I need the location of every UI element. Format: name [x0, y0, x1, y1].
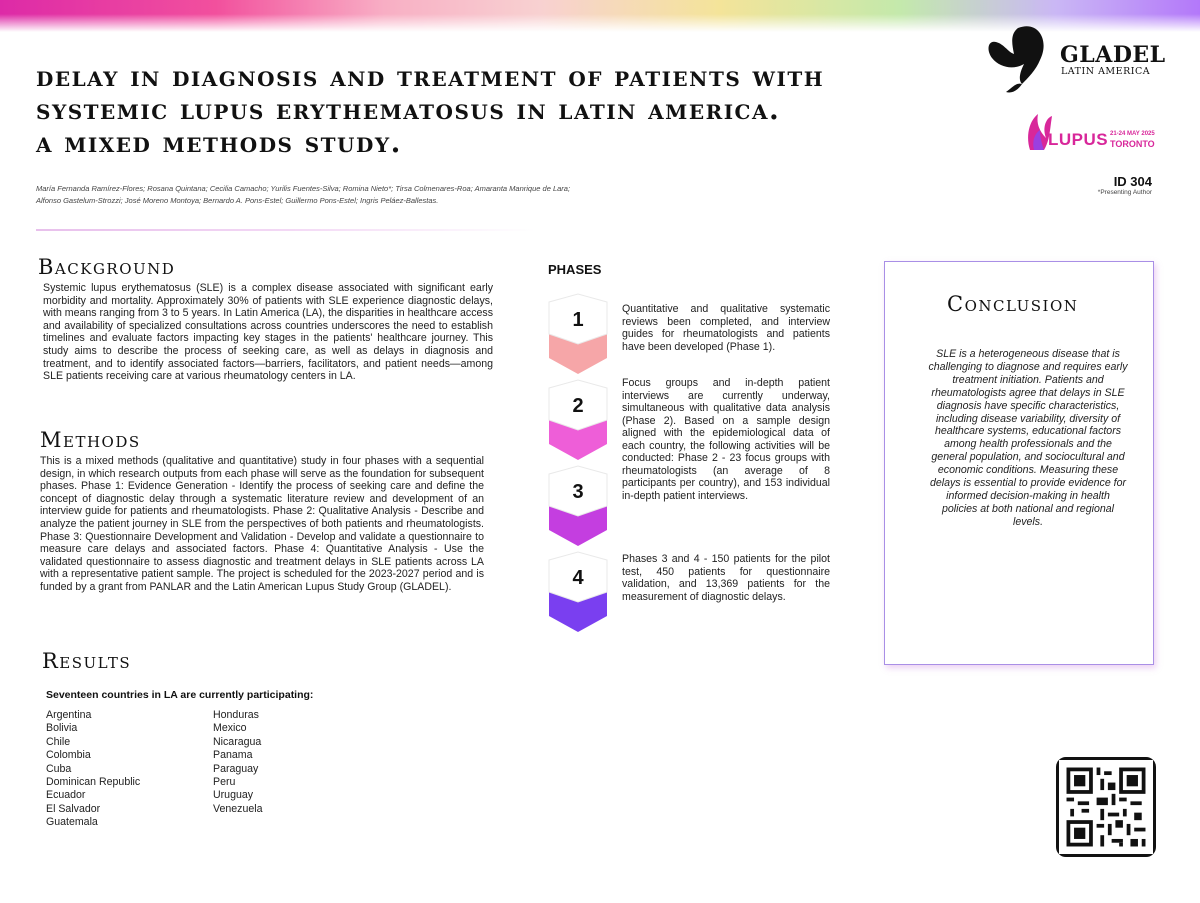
phase-4-text: Phases 3 and 4 - 150 patients for the pilot test, 450 patients for questionnaire validation, and 13,369 patients for the measurement of diagnostic delays.: [622, 553, 830, 603]
country-item: El Salvador: [46, 802, 101, 815]
methods-text: This is a mixed methods (qualitative and quantitative) study in four phases with a sequential design, in which research outputs from each phase will serve as the foundation for subsequent phases. Phase 1: Evidence Generation - Identify the process of seeking care and define the concept of diagnostic delay through a systematic literature review and development of an interview guide for patients and rheumatologists. Phase 2: Qualitative Analysis - Describe and analyze the patient journey in SLE from the perspectives of both patients and rheumatologists. Phase 3: Questionnaire Development and Validation - Develop and validate a questionnaire to measure care delays and associated factors. Phase 4: Quantitative Analysis - Use the validated questionnaire to assess diagnostic and treatment delays in SLE patients across LA with a representative patient sample. The project is scheduled for the 2023-2027 period and is funded by a grant from PANLAR and the Latin American Lupus Study Group (GLADEL).: [40, 455, 484, 593]
poster-id: ID 304: [1113, 174, 1152, 189]
results-intro: Seventeen countries in LA are currently participating:: [46, 689, 314, 701]
phase-3-badge: [547, 464, 609, 548]
phase-2-badge: [547, 378, 609, 462]
country-item: Chile: [46, 735, 71, 748]
lupus-wordmark: LUPUS: [1048, 130, 1109, 149]
phase-number: 2: [572, 395, 584, 417]
country-item: Mexico: [213, 722, 247, 735]
phase-number: 4: [572, 567, 584, 589]
author-list: [36, 183, 936, 207]
country-item: Honduras: [213, 709, 259, 721]
country-item: Argentina: [46, 709, 92, 721]
title-line-1: delay in diagnosis and treatment of patients with: [36, 60, 825, 93]
presenting-author-note: *Presenting Author: [1097, 189, 1152, 196]
gladel-name: GLADEL: [1060, 42, 1166, 68]
country-item: Dominican Republic: [46, 776, 141, 789]
poster-id-block: [1098, 174, 1152, 196]
country-item: Nicaragua: [213, 735, 262, 748]
country-item: Bolivia: [46, 722, 78, 735]
country-item: Guatemala: [46, 816, 98, 829]
header-divider: [36, 229, 536, 231]
country-item: Peru: [213, 776, 236, 789]
phase-2-text: Focus groups and in-depth patient interviews are currently underway, simultaneous with qualitative data analysis (Phase 2). Based on a sample design aligned with the epidemiological data of each country, the following activities will be conducted: Phase 2 - 23 focus groups with rheumatologists (an average of 8 participants per country), and 153 individual in-depth patient interviews.: [622, 377, 830, 502]
country-item: Panama: [213, 749, 253, 762]
conclusion-heading: Conclusion: [947, 292, 1079, 316]
phase-1-badge: [547, 292, 609, 376]
title-line-3: a mixed methods study.: [36, 126, 402, 159]
poster-title: [36, 60, 966, 159]
qr-code-icon: [1059, 760, 1153, 854]
phase-4-badge: [547, 550, 609, 634]
background-heading: Background: [38, 255, 176, 279]
gladel-subtitle: LATIN AMERICA: [1061, 66, 1151, 77]
phase-number: 1: [572, 309, 584, 331]
country-item: Paraguay: [213, 762, 259, 775]
lupus-city: TORONTO: [1110, 139, 1155, 149]
authors-line-2: Alfonso Gastelum-Strozzi; José Moreno Montoya; Bernardo A. Pons-Estel; Guillermo Pons-Estel; Ingris Peláez-Ballestas.: [36, 196, 439, 205]
methods-heading: Methods: [40, 428, 141, 452]
phase-number: 3: [572, 481, 584, 503]
lupus-dates: 21-24 MAY 2025: [1110, 131, 1155, 137]
background-text: Systemic lupus erythematosus (SLE) is a complex disease associated with significant early morbidity and mortality. Approximately 30% of patients with SLE experience diagnostic delays, with means ranging from 3 to 5 years. In Latin America (LA), the disparities in healthcare access and availability of specialized consultations across countries underscores the need to establish timelines and evaluate factors impacting key stages in the patients' healthcare journey. This study aims to describe the process of seeking care, as well as delays in diagnosis and treatment, and to identify associated factors—barriers, facilitators, and patient needs—among SLE patients receiving care at various rheumatology centers in LA.: [43, 282, 493, 383]
countries-column-2: [213, 709, 262, 816]
results-heading: Results: [42, 649, 132, 673]
title-line-2: systemic lupus erythematosus in latin america.: [36, 93, 781, 126]
country-item: Ecuador: [46, 789, 86, 802]
qr-code[interactable]: [1056, 757, 1156, 857]
phases-heading: PHASES: [548, 262, 602, 277]
country-item: Venezuela: [213, 802, 263, 815]
country-item: Colombia: [46, 749, 91, 762]
phase-1-text: Quantitative and qualitative systematic reviews been completed, and interview guides for rheumatologists and patients have been developed (Phase 1).: [622, 303, 830, 353]
country-item: Uruguay: [213, 789, 254, 802]
authors-line-1: María Fernanda Ramírez-Flores; Rosana Quintana; Cecilia Camacho; Yurilis Fuentes-Silva; Romina Nieto*; Tirsa Colmenares-Roa; Amaranta Manrique de Lara;: [36, 184, 571, 193]
country-item: Cuba: [46, 762, 72, 775]
countries-column-1: [46, 709, 140, 830]
conclusion-text: SLE is a heterogeneous disease that is challenging to diagnose and requires early treatment initiation. Patients and rheumatologists agree that delays in SLE diagnosis have specific characteristics, including disease variability, diversity of healthcare systems, educational factors among health professionals and the general population, and sociocultural and economic conditions. Measuring these delays is essential to provide evidence for informed decision-making in health policies at both national and regional levels.: [928, 348, 1128, 528]
